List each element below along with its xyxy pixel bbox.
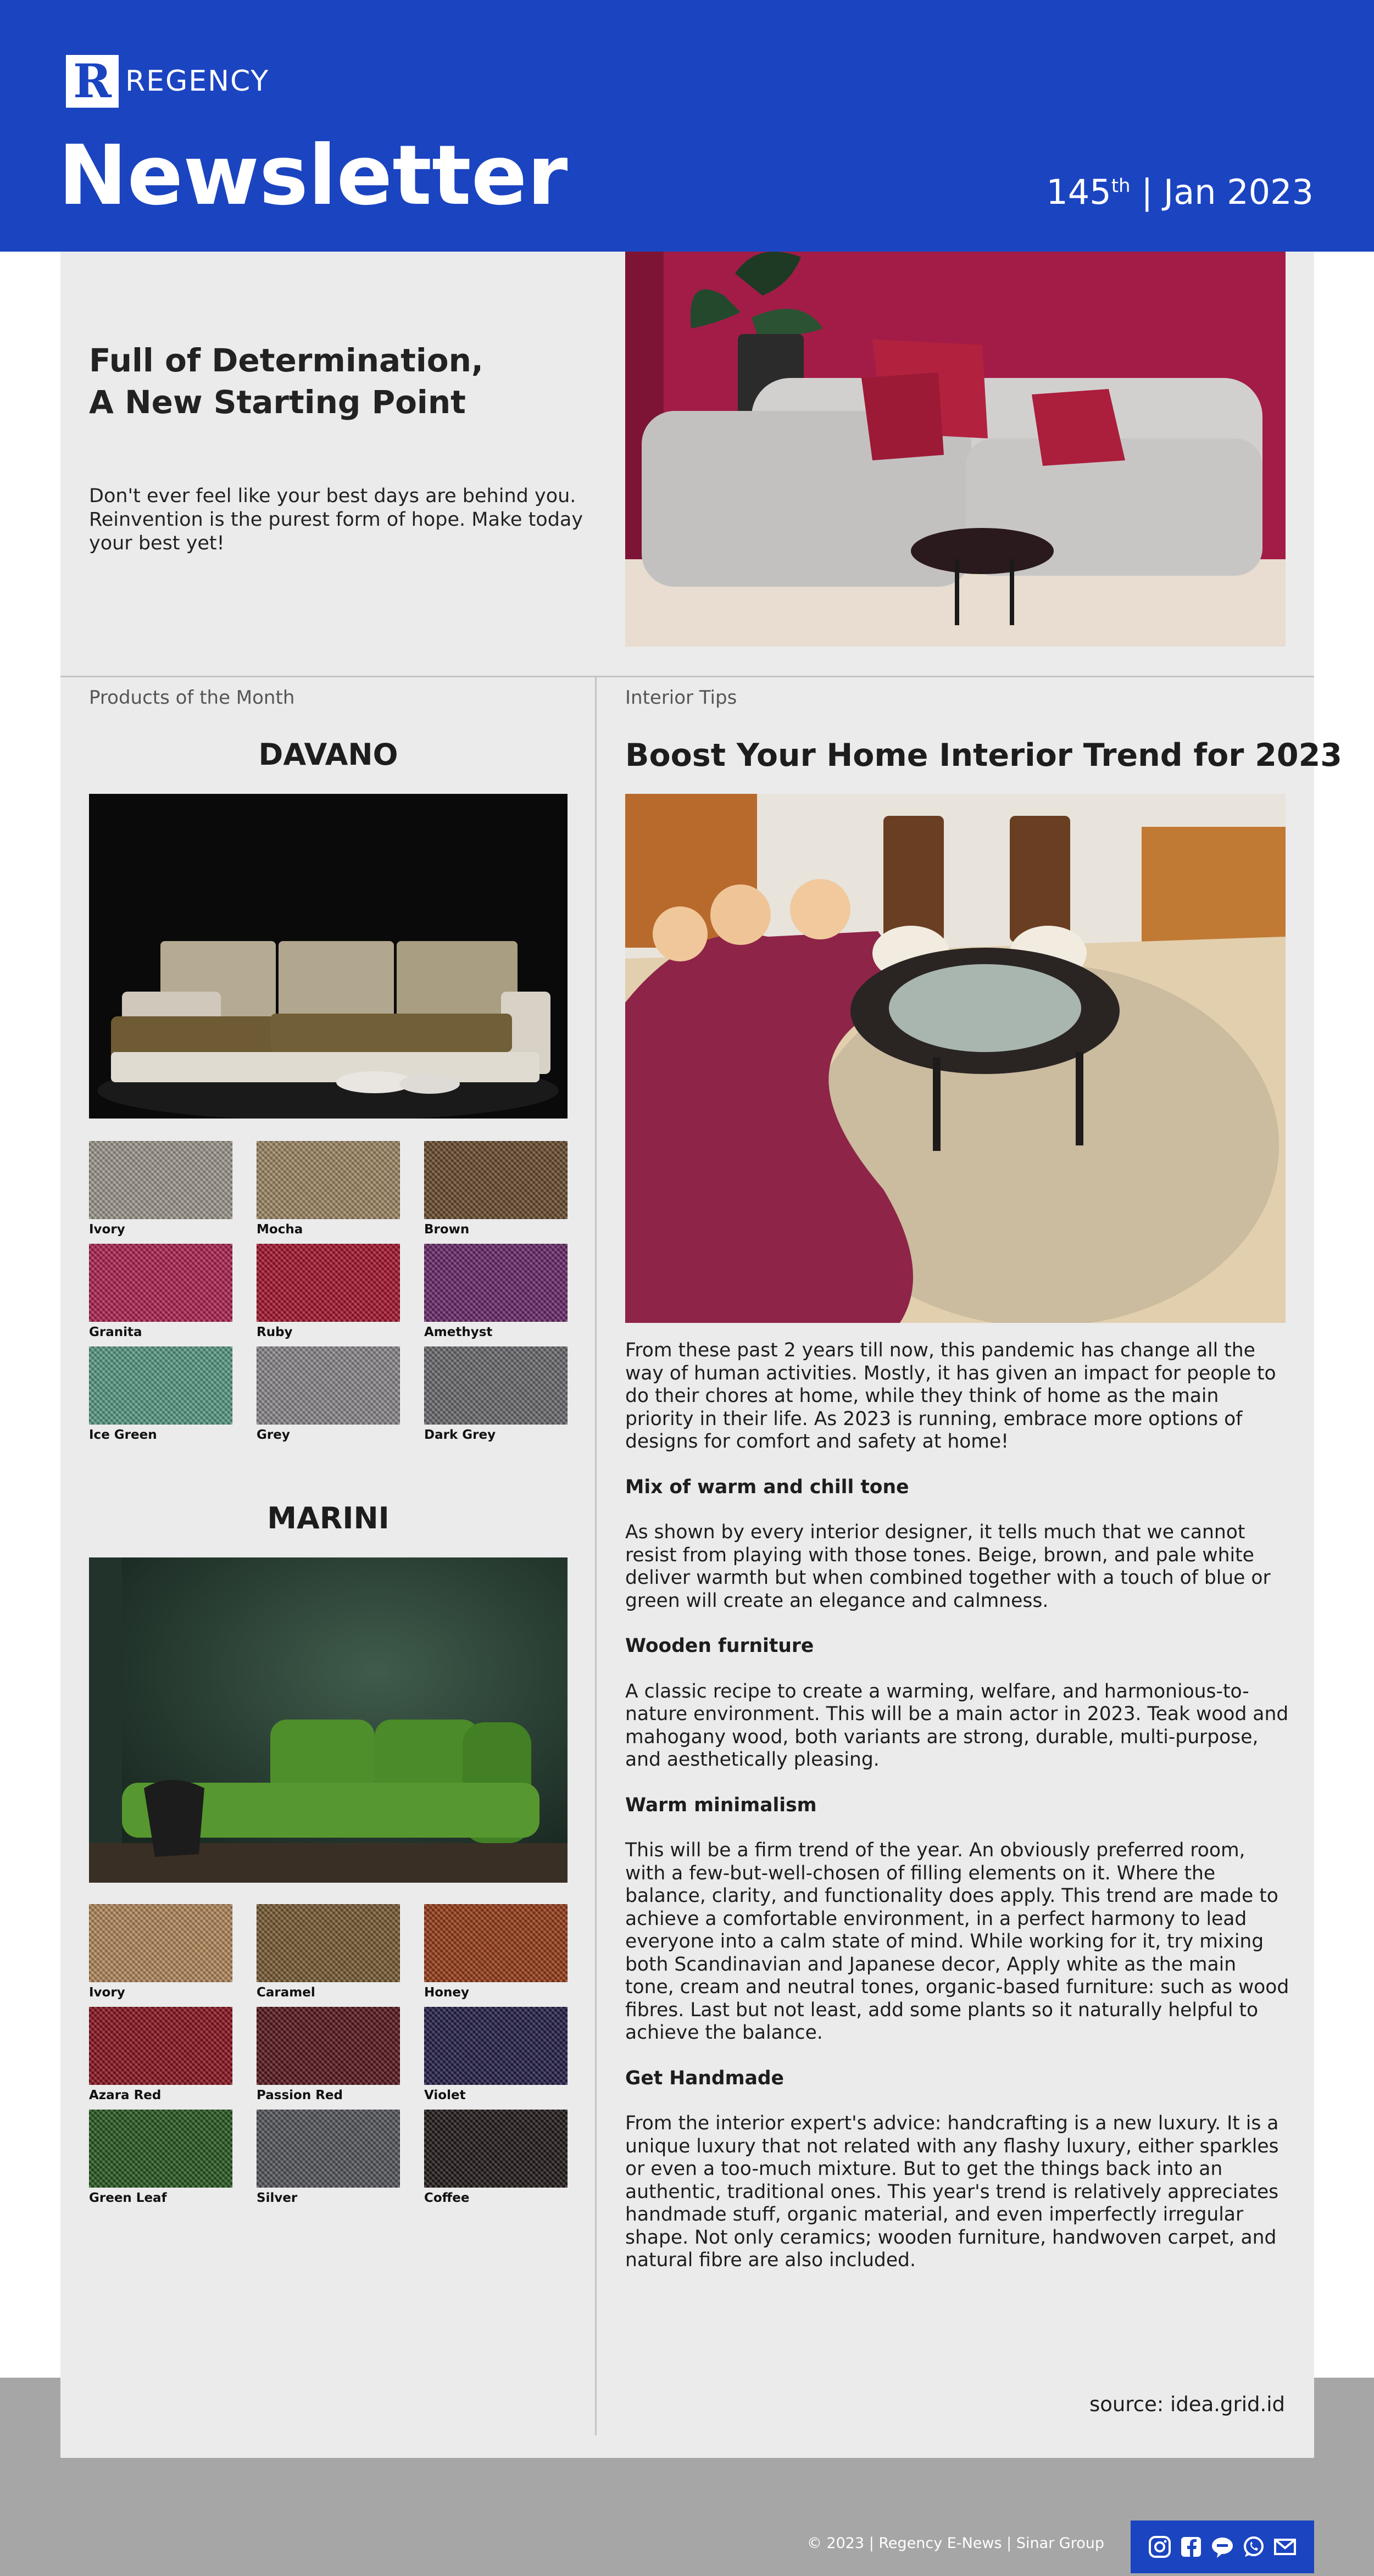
mail-icon[interactable] [1273, 2535, 1297, 2559]
article-body-wooden: A classic recipe to create a warming, welfare, and harmonious-to-nature environment. This will be a main actor in 2023. Teak wood and mahogany wood, both variants are strong, durable, multi-purpose, and aesthetically pleasing. [625, 1680, 1289, 1771]
article-body-handmade: From the interior expert's advice: handcrafting is a new luxury. It is a unique luxury that not related with any flashy luxury, either sparkles or even a too-much mixture. But to get the things back into an authentic, traditional ones. This year's trend is relatively appreciates handmade stuff, organic material, and even imperfectly irregular shape. Not only ceramics; wooden furniture, handwoven carpet, and natural fibre are also included. [625, 2112, 1279, 2271]
marini-swatch-passion-red [257, 2007, 400, 2085]
davano-swatch-amethyst [424, 1244, 568, 1322]
marini-swatch-label-passion-red: Passion Red [257, 2088, 343, 2102]
hero-title-line2: A New Starting Point [89, 383, 466, 421]
tips-article-title: Boost Your Home Interior Trend for 2023 [625, 737, 1342, 774]
marini-swatch-green-leaf [89, 2110, 232, 2188]
davano-swatch-dark-grey [424, 1347, 568, 1425]
davano-swatch-grey [257, 1347, 400, 1425]
marini-swatch-label-violet: Violet [424, 2088, 466, 2102]
hero-sofa-photo [625, 252, 1286, 647]
hero-title [89, 340, 583, 423]
article-heading-wooden: Wooden furniture [625, 1635, 814, 1657]
article-heading-warm-chill: Mix of warm and chill tone [625, 1476, 909, 1498]
marini-swatch-azara-red [89, 2007, 232, 2085]
product-name-marini: MARINI [267, 1501, 390, 1535]
marini-swatch-label-silver: Silver [257, 2191, 298, 2205]
davano-sofa-photo [89, 794, 568, 1119]
issue-separator: | [1141, 172, 1153, 212]
marini-swatch-label-green-leaf: Green Leaf [89, 2191, 167, 2205]
davano-swatch-ruby [257, 1244, 400, 1322]
marini-swatch-label-azara-red: Azara Red [89, 2088, 162, 2102]
article-body-minimalism: This will be a firm trend of the year. An obviously preferred room, with a few-but-well-chosen of filling elements on it. Where the balance, clarity, and functionality does apply. This trend are made to achieve a comfortable environment, in a perfect harmony to lead everyone into a calm state of mind. While working for it, try mixing both Scandinavian and Japanese decor, Apply white as the main tone, cream and neutral tones, organic-based furniture: such as wood fibres. Last but not least, add some plants so it naturally helpful to achieve the balance. [625, 1839, 1289, 2044]
brand-name: REGENCY [125, 65, 270, 98]
footer-copyright: © 2023 | Regency E-News | Sinar Group [806, 2535, 1104, 2552]
marini-swatch-label-ivory: Ivory [89, 1985, 125, 2000]
marini-swatch-label-honey: Honey [424, 1985, 470, 2000]
davano-swatch-label-ivory: Ivory [89, 1222, 125, 1237]
article-body-warm-chill: As shown by every interior designer, it tells much that we cannot resist from playing with those tones. Beige, brown, and pale white deliver warmth but when combined together with a touch of blue or green will create an elegance and calmness. [625, 1521, 1271, 1612]
marini-swatch-ivory [89, 1904, 232, 1982]
davano-swatch-brown [424, 1141, 568, 1219]
marini-swatch-label-caramel: Caramel [257, 1985, 315, 2000]
regency-logo-icon: R [66, 55, 119, 108]
davano-swatch-label-mocha: Mocha [257, 1222, 303, 1237]
davano-swatch-label-amethyst: Amethyst [424, 1325, 493, 1339]
issue-info [1046, 168, 1314, 217]
davano-swatch-label-ice-green: Ice Green [89, 1428, 157, 1442]
tips-article [625, 1339, 1290, 2295]
davano-swatch-label-dark-grey: Dark Grey [424, 1428, 496, 1442]
marini-swatch-honey [424, 1904, 568, 1982]
issue-number: 145 [1046, 172, 1111, 212]
davano-swatch-granita [89, 1244, 232, 1322]
article-intro: From these past 2 years till now, this pandemic has change all the way of human activities. Mostly, it has given an impact for people to do their chores at home, while they think of home as the main priority in their life. As 2023 is running, embrace more options of designs for comfort and safety at home! [625, 1339, 1276, 1453]
hero-title-line1: Full of Determination, [89, 342, 483, 379]
marini-swatch-caramel [257, 1904, 400, 1982]
tips-section-label: Interior Tips [625, 687, 737, 709]
products-section-label: Products of the Month [89, 687, 295, 709]
marini-swatch-silver [257, 2110, 400, 2188]
davano-swatch-mocha [257, 1141, 400, 1219]
whatsapp-icon[interactable] [1242, 2535, 1266, 2559]
davano-swatch-label-brown: Brown [424, 1222, 470, 1237]
marini-swatch-label-coffee: Coffee [424, 2191, 470, 2205]
marini-swatch-violet [424, 2007, 568, 2085]
marini-swatch-grid [89, 1904, 568, 2217]
davano-swatch-label-ruby: Ruby [257, 1325, 293, 1339]
instagram-icon[interactable] [1148, 2535, 1172, 2559]
hero-text: Don't ever feel like your best days are behind you. Reinvention is the purest form of hope. Make today your best yet! [89, 485, 583, 554]
section-divider [60, 676, 1314, 677]
davano-swatch-label-granita: Granita [89, 1325, 142, 1339]
social-links [1131, 2521, 1314, 2573]
living-room-photo [625, 794, 1286, 1323]
product-name-davano: DAVANO [258, 737, 398, 772]
davano-swatch-ivory [89, 1141, 232, 1219]
issue-suffix: th [1111, 175, 1131, 197]
marini-sofa-photo [89, 1557, 568, 1883]
davano-swatch-label-grey: Grey [257, 1428, 290, 1442]
article-source: source: idea.grid.id [1089, 2393, 1285, 2416]
line-icon[interactable] [1210, 2535, 1234, 2559]
column-divider [595, 677, 597, 2435]
davano-swatch-ice-green [89, 1347, 232, 1425]
article-heading-handmade: Get Handmade [625, 2067, 784, 2089]
marini-swatch-coffee [424, 2110, 568, 2188]
davano-swatch-grid [89, 1141, 568, 1454]
page-title: Newsletter [58, 128, 568, 224]
facebook-icon[interactable] [1179, 2535, 1203, 2559]
article-heading-minimalism: Warm minimalism [625, 1794, 817, 1816]
issue-date: Jan 2023 [1163, 172, 1314, 212]
